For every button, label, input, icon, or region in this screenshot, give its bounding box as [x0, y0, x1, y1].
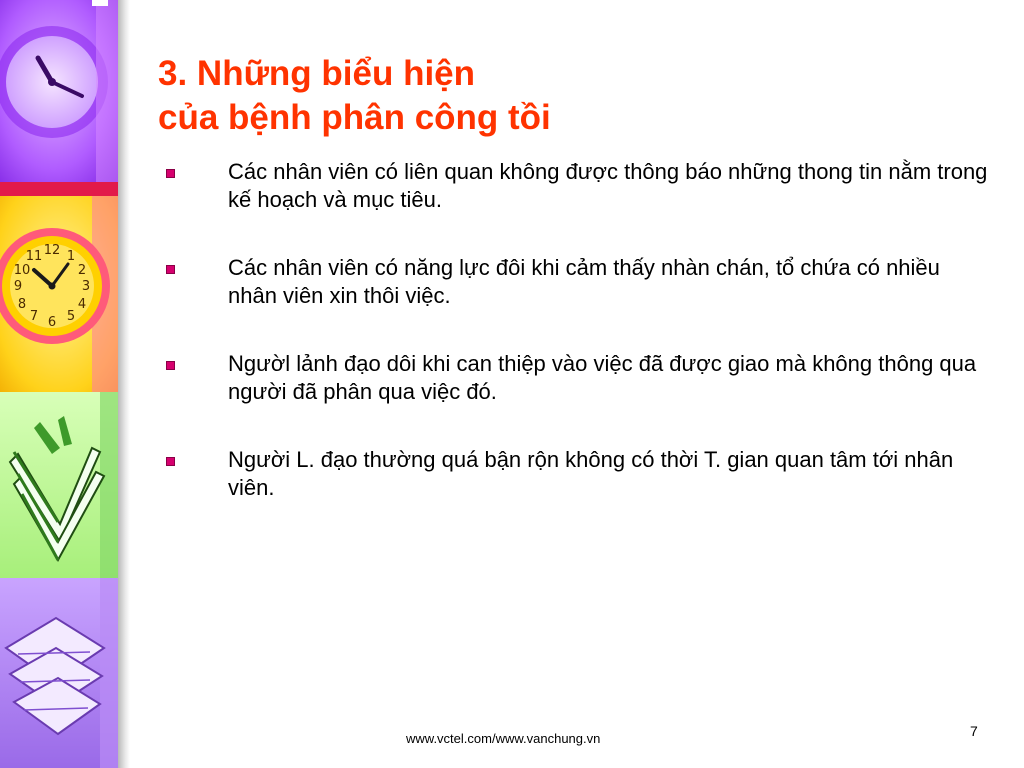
- lavender-books-icon: [0, 578, 118, 768]
- svg-text:1: 1: [66, 249, 76, 264]
- page-number: 7: [970, 723, 978, 739]
- svg-text:8: 8: [17, 297, 27, 312]
- green-books-icon: [0, 392, 118, 578]
- svg-text:2: 2: [77, 263, 87, 278]
- bullet-text: Các nhân viên có năng lực đôi khi cảm thấy nhàn chán, tổ chứa có nhiều nhân viên xin thôi việc.: [228, 255, 940, 308]
- title-line-2: của bệnh phân công tồi: [158, 98, 551, 137]
- bullet-text: Ngườl lảnh đạo dôi khi can thiệp vào việc đã được giao mà không thông qua người đã phân qua việc đó.: [228, 351, 977, 404]
- svg-text:12: 12: [43, 243, 61, 258]
- svg-text:11: 11: [25, 249, 43, 264]
- bullet-item: [160, 350, 990, 406]
- square-bullet-icon: [166, 457, 175, 466]
- slide-title: [158, 52, 978, 140]
- decorative-side-strip: [0, 0, 118, 768]
- square-bullet-icon: [166, 361, 175, 370]
- svg-text:6: 6: [47, 315, 57, 330]
- svg-text:7: 7: [29, 309, 39, 324]
- svg-text:5: 5: [66, 309, 76, 324]
- bullet-item: [160, 158, 990, 214]
- yellow-clock-icon: [0, 196, 118, 392]
- strip-shadow: [118, 0, 130, 768]
- svg-text:10: 10: [13, 263, 31, 278]
- bullet-list: [160, 158, 990, 542]
- svg-text:3: 3: [81, 279, 91, 294]
- bullet-text: Người L. đạo thường quá bận rộn không có thời T. gian quan tâm tới nhân viên.: [228, 447, 954, 500]
- bullet-text: Các nhân viên có liên quan không được thông báo những thong tin nằm trong kế hoạch và mục tiêu.: [228, 159, 988, 212]
- square-bullet-icon: [166, 169, 175, 178]
- purple-clock-icon: [0, 0, 118, 182]
- svg-text:9: 9: [13, 279, 23, 294]
- footer-url: www.vctel.com/www.vanchung.vn: [406, 731, 601, 746]
- red-band: [0, 182, 118, 196]
- title-line-1: 3. Những biểu hiện: [158, 54, 476, 93]
- bullet-item: [160, 446, 990, 502]
- square-bullet-icon: [166, 265, 175, 274]
- bullet-item: [160, 254, 990, 310]
- strip-notch: [92, 0, 108, 6]
- svg-text:4: 4: [77, 297, 87, 312]
